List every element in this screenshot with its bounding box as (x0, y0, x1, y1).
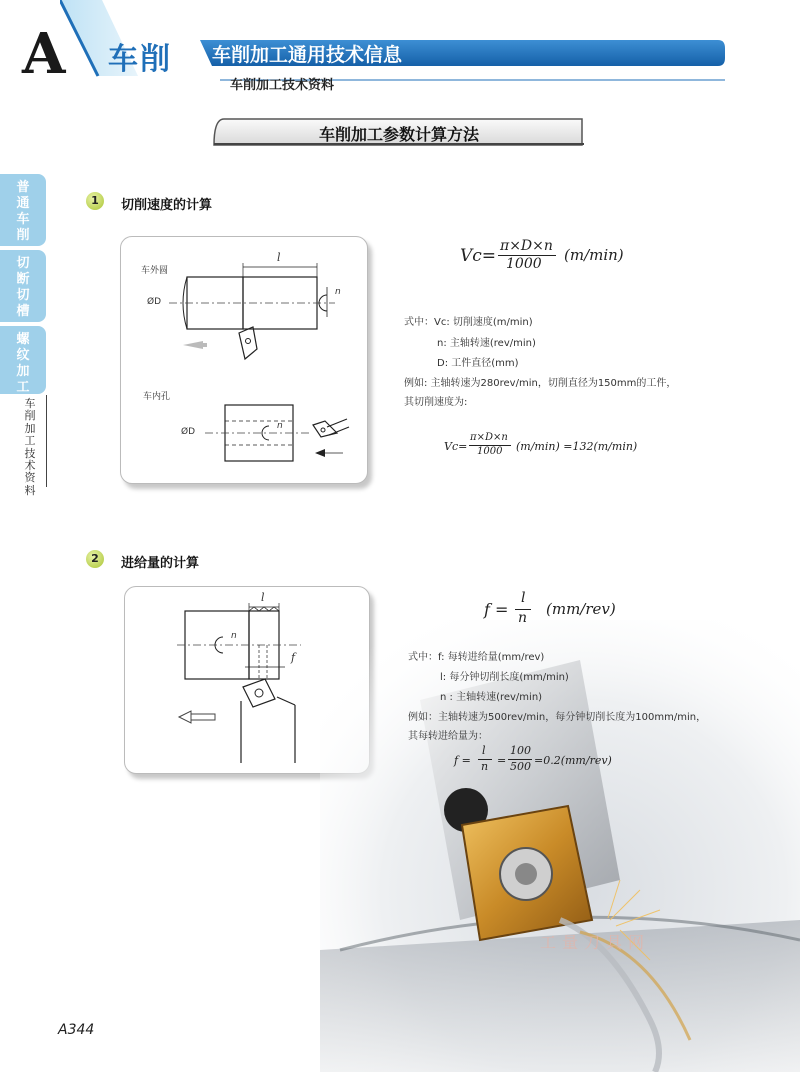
legend-line: n: 主轴转速(rev/min) (437, 338, 536, 349)
example-line: 其切削速度为: (404, 397, 468, 408)
formula-lhs: Vc= (444, 440, 468, 453)
formula-unit: (mm/rev) (546, 600, 616, 618)
formula-denominator: 500 (510, 760, 531, 773)
legend-line: n : 主轴转速(rev/min) (440, 692, 543, 703)
inner-boring-label: 车内孔 (143, 392, 171, 402)
formula-lhs: f = (484, 600, 509, 619)
formula-result: =0.2(mm/rev) (534, 754, 612, 767)
legend-line: 式中：Vc: 切削速度(m/min) (404, 317, 533, 328)
watermark: 工量刀具网 (540, 933, 651, 952)
side-tab-general-turning[interactable] (0, 174, 46, 246)
side-tab-grooving[interactable] (0, 250, 46, 322)
formula-unit: (m/min) (564, 246, 624, 264)
formula-numerator: π×D×n (500, 238, 553, 254)
formula-denominator: n (481, 760, 489, 773)
rotation-symbol: n (277, 421, 283, 431)
banner-title: 车削加工参数计算方法 (318, 125, 479, 144)
chapter-title: 车削 (108, 42, 172, 77)
section-title: 进给量的计算 (121, 556, 200, 571)
formula-result: (m/min) =132(m/min) (516, 440, 638, 453)
page-title: 车削加工通用技术信息 (212, 44, 403, 66)
side-tab-threading[interactable] (0, 326, 46, 394)
example-line: 例如: 主轴转速为280rev/min，切削直径为150mm的工件， (404, 378, 677, 389)
formula-numerator: l (521, 590, 526, 606)
length-symbol: l (277, 251, 281, 264)
cutting-insert-image (320, 620, 800, 1072)
section-letter: A (22, 21, 66, 87)
legend-line: D: 工件直径(mm) (437, 358, 519, 369)
section-number: 2 (86, 550, 104, 568)
formula-equals: = (497, 754, 507, 767)
outer-turning-label: 车外圆 (141, 266, 169, 276)
formula-denominator: 1000 (477, 446, 503, 457)
section-number: 1 (86, 192, 104, 210)
side-tab-label: 普通车削 (16, 180, 30, 243)
section-title: 切削速度的计算 (121, 198, 213, 213)
rotation-symbol: n (335, 287, 341, 297)
side-tab-label: 螺纹加工 (16, 332, 30, 395)
diameter-symbol: ØD (181, 427, 196, 437)
formula-numerator: 100 (510, 744, 531, 757)
formula-numerator: l (482, 744, 486, 757)
legend-line: l: 每分钟切削长度(mm/min) (440, 672, 569, 683)
formula-lhs: Vc= (460, 246, 497, 266)
page-number: A344 (58, 1022, 95, 1038)
cutting-speed-diagram (120, 236, 368, 484)
side-active-label: 车削加工技术资料 (24, 397, 36, 497)
feed-symbol: f (291, 651, 296, 664)
formula-lhs: f = (454, 754, 471, 767)
formula-denominator: 1000 (506, 256, 542, 272)
example-line: 其每转进给量为： (408, 731, 488, 742)
diameter-symbol: ØD (147, 297, 162, 307)
page-subtitle: 车削加工技术资料 (230, 78, 335, 93)
side-tab-label: 切断切槽 (16, 256, 30, 319)
formula-numerator: π×D×n (470, 432, 508, 443)
formula-denominator: n (518, 610, 528, 626)
length-symbol: l (261, 591, 265, 604)
side-divider (46, 395, 47, 487)
rotation-symbol: n (231, 631, 237, 641)
legend-line: 式中：f: 每转进给量(mm/rev) (408, 652, 545, 663)
example-line: 例如：主轴转速为500rev/min，每分钟切削长度为100mm/min， (408, 712, 707, 723)
